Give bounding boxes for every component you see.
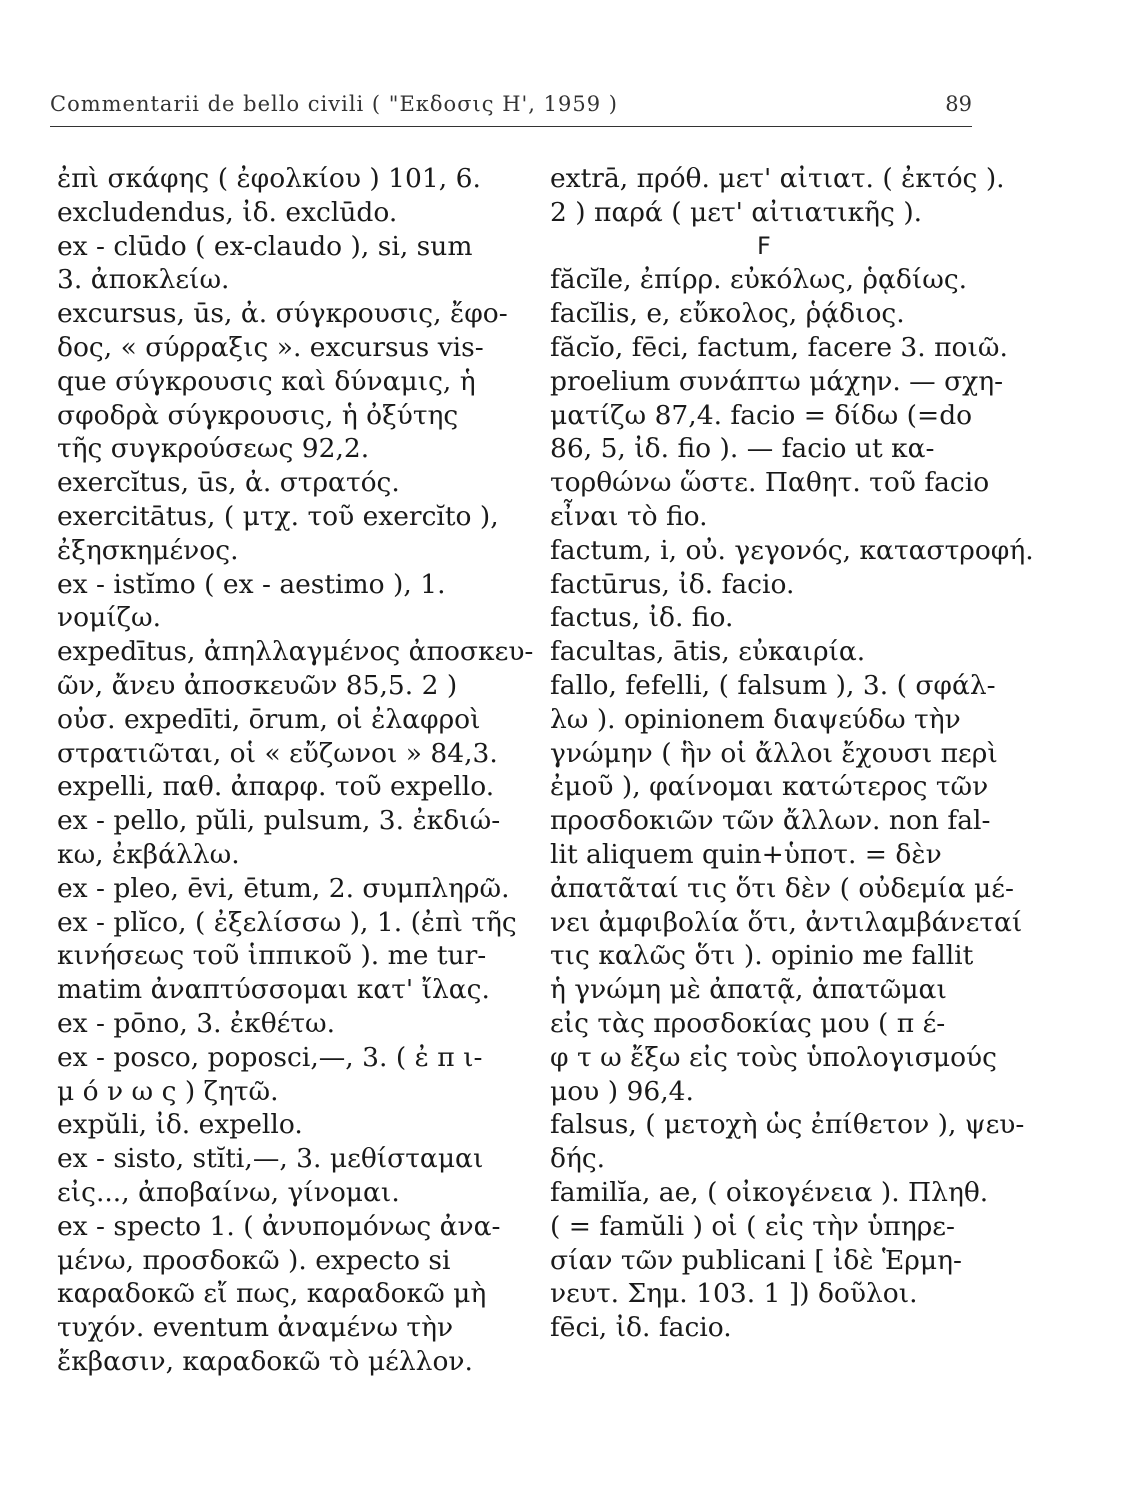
entry-line: γνώμην ( ἣν οἱ ἄλλοι ἔχουσι περὶ xyxy=(550,737,998,769)
entry-line: ( = famŭli ) οἱ ( εἰς τὴν ὑπηρε- xyxy=(550,1210,955,1242)
entry-line: 86, 5, ἰδ. fio ). — facio ut κα- xyxy=(550,433,935,465)
entry-line: ex - pello, pŭli, pulsum, 3. ἐκδιώ- xyxy=(57,805,501,837)
entry-line: 3. ἀποκλείω. xyxy=(57,264,230,296)
entry-line: ἐπὶ σκάφης ( ἐφολκίου ) 101, 6. xyxy=(57,163,481,194)
entry-line: σίαν τῶν publicani [ ἰδὲ Ἑρμη- xyxy=(550,1244,962,1276)
entry-line: ἡ γνώμη μὲ ἀπατᾷ, ἀπατῶμαι xyxy=(550,974,947,1006)
entry-line: ex - specto 1. ( ἀνυπομόνως ἀνα- xyxy=(57,1210,501,1242)
entry-line: ex - pleo, ēvi, ētum, 2. συμπληρῶ. xyxy=(57,872,510,904)
entry-line: extrā, πρόθ. μετ' αἰτιατ. ( ἐκτός ). xyxy=(550,163,1005,194)
entry-line: exercĭtus, ūs, ἀ. στρατός. xyxy=(57,467,400,499)
entry-line: μένω, προσδοκῶ ). expecto si xyxy=(57,1244,451,1276)
entry-line: familĭa, ae, ( οἰκογένεια ). Πληθ. xyxy=(550,1176,989,1208)
entry-line: τις καλῶς ὅτι ). opinio me fallit xyxy=(550,940,974,972)
entry-line: proelium συνάπτω μάχην. — σχη- xyxy=(550,365,1004,397)
entry-line: ἐξησκημένος. xyxy=(57,534,239,566)
entry-line: factus, ἰδ. fio. xyxy=(550,602,734,634)
entry-line: expedītus, ἀπηλλαγμένος ἀποσκευ- xyxy=(57,636,534,668)
running-header xyxy=(50,92,972,127)
entry-line: ex - sisto, stĭti,—, 3. μεθίσταμαι xyxy=(57,1143,484,1175)
entry-line: λω ). opinionem διαψεύδω τὴν xyxy=(550,703,961,735)
entry-line: facultas, ātis, εὐκαιρία. xyxy=(550,636,866,668)
entry-line: ex - istĭmo ( ex - aestimo ), 1. xyxy=(57,568,446,600)
entry-line: matim ἀναπτύσσομαι κατ' ἴλας. xyxy=(57,974,490,1006)
entry-line: ἐμοῦ ), φαίνομαι κατώτερος τῶν xyxy=(550,771,989,803)
entry-line: οὐσ. expedīti, ōrum, οἱ ἐλαφροὶ xyxy=(57,703,481,735)
entry-line: κω, ἐκβάλλω. xyxy=(57,838,240,870)
entry-line: exercitātus, ( μτχ. τοῦ exercĭto ), xyxy=(57,500,499,532)
entry-line: lit aliquem quin+ὑποτ. = δὲν xyxy=(550,838,942,870)
entry-line: μ ό ν ω ς ) ζητῶ. xyxy=(57,1075,279,1107)
entry-line: καραδοκῶ εἴ πως, καραδοκῶ μὴ xyxy=(57,1278,487,1310)
entry-line: facĭlis, e, εὔκολος, ῥᾴδιος. xyxy=(550,298,905,330)
entry-line: făcĭle, ἐπίρρ. εὐκόλως, ῥᾳδίως. xyxy=(550,264,968,296)
left-column xyxy=(57,162,534,1379)
entry-line: νει ἀμφιβολία ὅτι, ἀντιλαμβάνεταί xyxy=(550,906,1023,938)
entry-line: τῆς συγκρούσεως 92,2. xyxy=(57,433,370,465)
entry-line: εἰς..., ἀποβαίνω, γίνομαι. xyxy=(57,1176,400,1208)
entry-line: στρατιῶται, οἱ « εὔζωνοι » 84,3. xyxy=(57,737,498,769)
section-letter: F xyxy=(757,231,771,260)
entry-line: factum, i, οὐ. γεγονός, καταστροφή. xyxy=(550,534,1034,566)
entry-line: ῶν, ἄνευ ἀποσκευῶν 85,5. 2 ) xyxy=(57,669,458,701)
entry-line: δής. xyxy=(550,1143,606,1175)
entry-line: κινήσεως τοῦ ἱππικοῦ ). me tur- xyxy=(57,940,487,972)
entry-line: νομίζω. xyxy=(57,602,162,634)
entry-line: ex - posco, poposci,—, 3. ( ἐ π ι- xyxy=(57,1041,483,1073)
entry-line: ἔκβασιν, καραδοκῶ τὸ μέλλον. xyxy=(57,1345,473,1377)
entry-line: τυχόν. eventum ἀναμένω τὴν xyxy=(57,1312,454,1344)
entry-line: ex - clūdo ( ex-claudo ), si, sum xyxy=(57,230,473,262)
entry-line: excursus, ūs, ἀ. σύγκρουσις, ἔφο- xyxy=(57,298,508,330)
right-column xyxy=(550,162,1034,1345)
entry-line: ex - plĭco, ( ἐξελίσσω ), 1. (ἐπὶ τῆς xyxy=(57,906,517,938)
entry-line: φ τ ω ἔξω εἰς τοὺς ὑπολογισμούς xyxy=(550,1041,997,1073)
entry-line: ἀπατᾶταί τις ὅτι δὲν ( οὐδεμία μέ- xyxy=(550,872,1014,904)
header-title: Commentarii de bello civili ( "Εκδοσις Η', 1959 ) xyxy=(50,92,618,116)
entry-line: factūrus, ἰδ. facio. xyxy=(550,568,795,600)
entry-line: que σύγκρουσις καὶ δύναμις, ἡ xyxy=(57,365,476,397)
entry-line: fēci, ἰδ. facio. xyxy=(550,1312,732,1344)
entry-line: făcĭo, fēci, factum, facere 3. ποιῶ. xyxy=(550,331,1008,363)
entry-line: ex - pōno, 3. ἐκθέτω. xyxy=(57,1007,336,1039)
entry-line: excludendus, ἰδ. exclūdo. xyxy=(57,196,398,228)
entry-line: expŭli, ἰδ. expello. xyxy=(57,1109,303,1141)
entry-line: νευτ. Σημ. 103. 1 ]) δοῦλοι. xyxy=(550,1278,918,1310)
entry-line: falsus, ( μετοχὴ ὡς ἐπίθετον ), ψευ- xyxy=(550,1109,1025,1141)
entry-line: ματίζω 87,4. facio = δίδω (=do xyxy=(550,399,973,431)
entry-line: σφοδρὰ σύγκρουσις, ἡ ὀξύτης xyxy=(57,399,459,431)
entry-line: τορθώνω ὥστε. Παθητ. τοῦ facio xyxy=(550,467,990,499)
entry-line: εἰς τὰς προσδοκίας μου ( π έ- xyxy=(550,1007,946,1039)
entry-line: fallo, fefelli, ( falsum ), 3. ( σφάλ- xyxy=(550,669,996,701)
entry-line: δος, « σύρραξις ». excursus vis- xyxy=(57,331,484,363)
entry-line: 2 ) παρά ( μετ' αἰτιατικῆς ). xyxy=(550,196,923,228)
entry-line: expelli, παθ. ἀπαρφ. τοῦ expello. xyxy=(57,771,495,803)
entry-line: εἶναι τὸ fio. xyxy=(550,500,708,532)
entry-line: μου ) 96,4. xyxy=(550,1075,694,1107)
entry-line: προσδοκιῶν τῶν ἄλλων. non fal- xyxy=(550,805,991,837)
page-number: 89 xyxy=(945,92,972,116)
